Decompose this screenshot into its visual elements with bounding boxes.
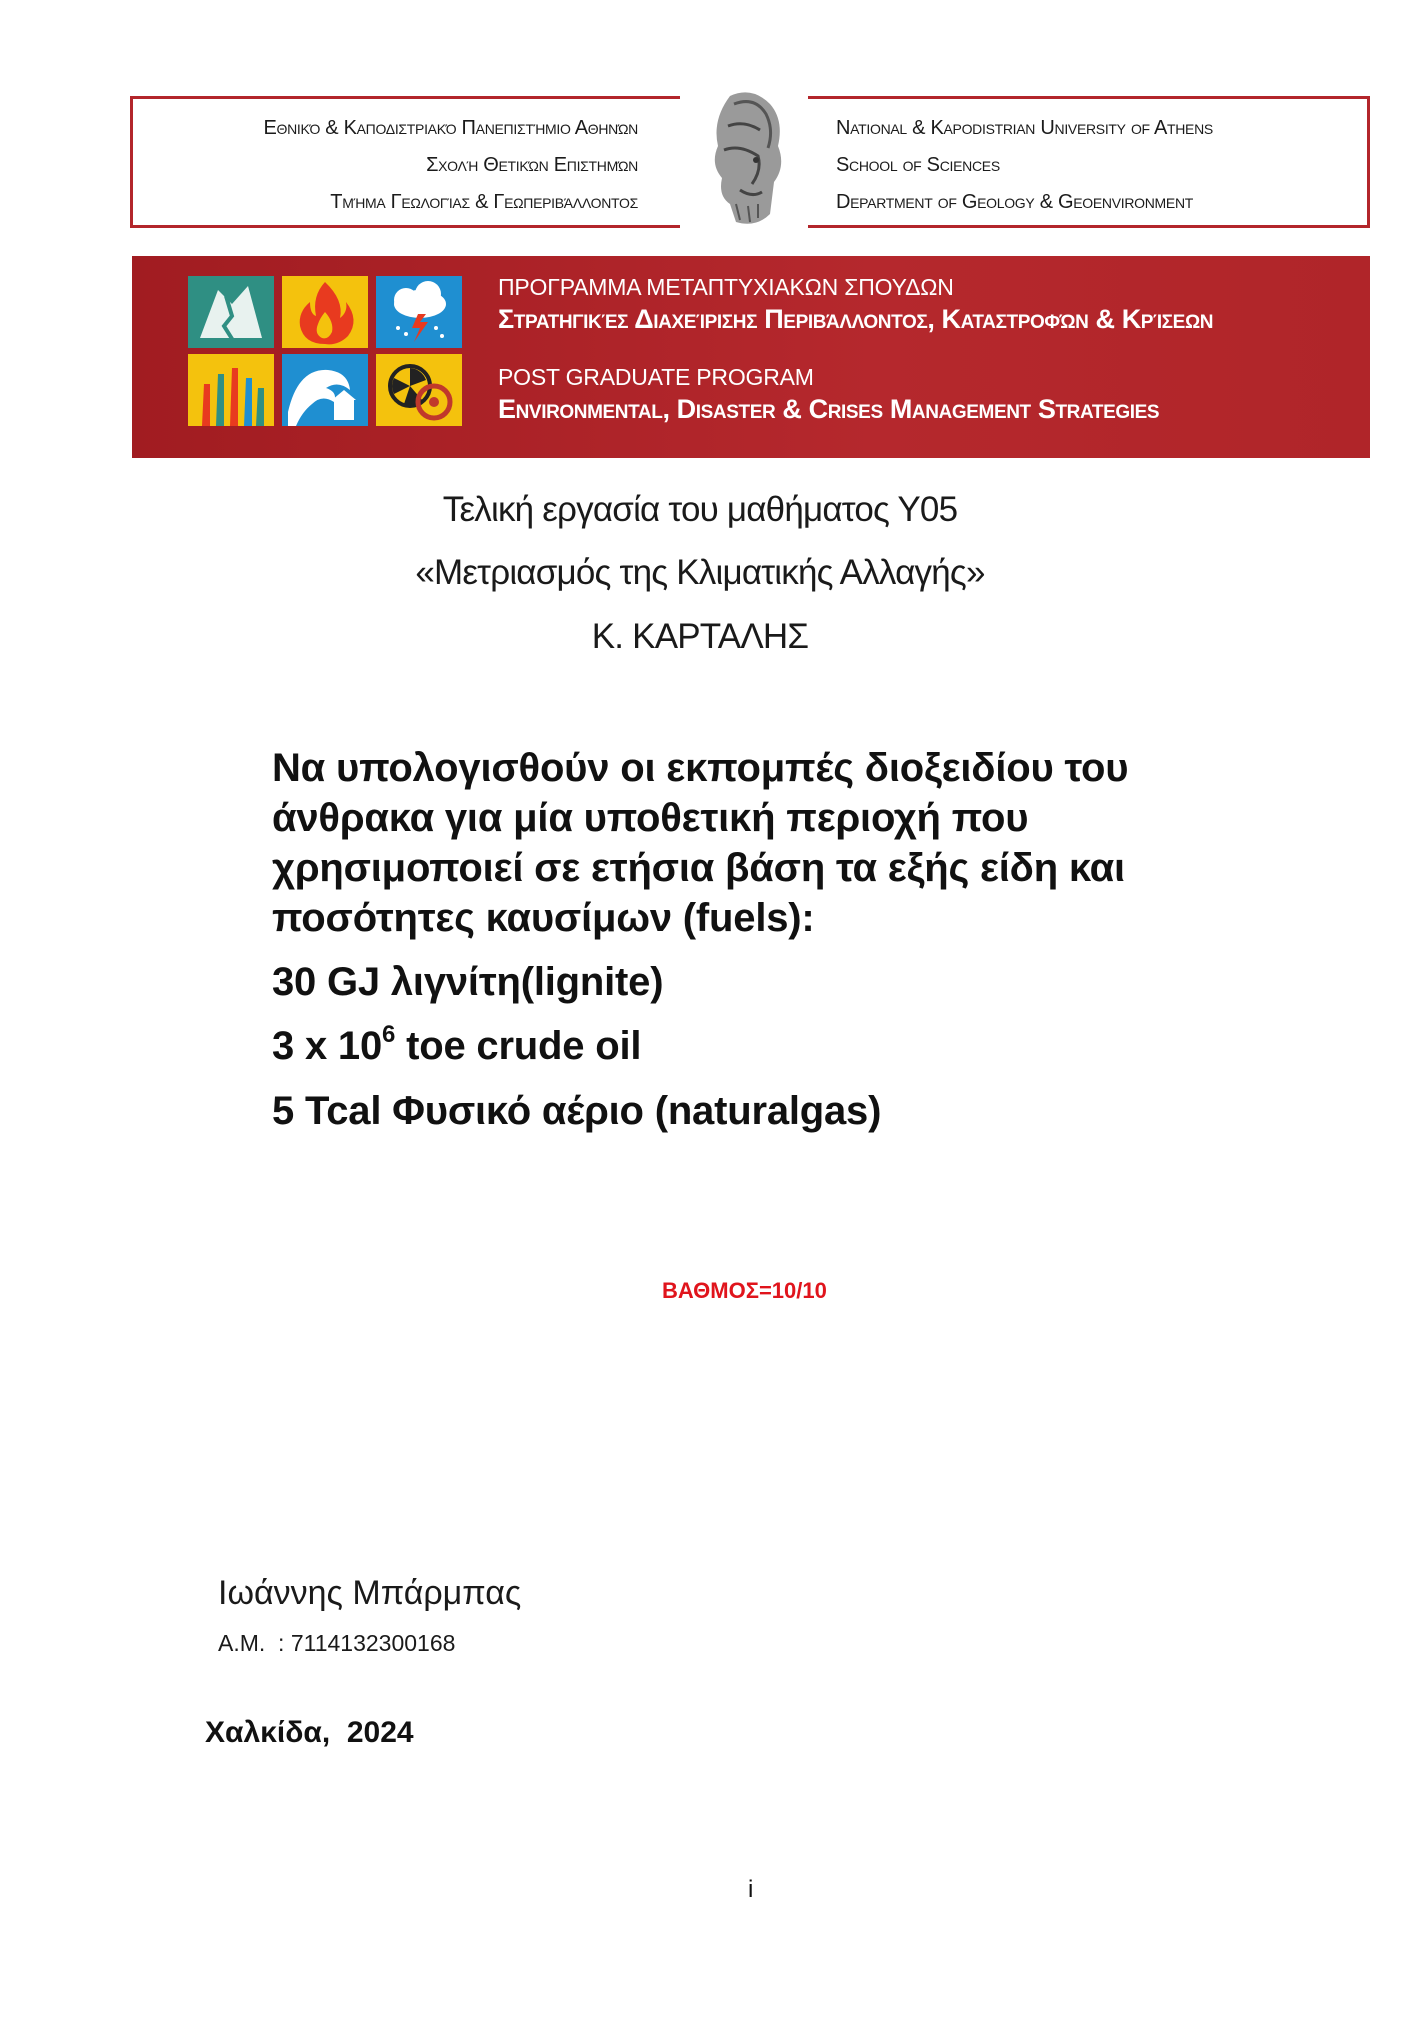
header-english-box	[808, 96, 1370, 228]
course-assignment-title: Τελική εργασία του μαθήματος Υ05	[442, 490, 958, 529]
university-name-greek: Εθνικό & Καποδιστριακό Πανεπιστήμιο Αθηνών	[263, 117, 638, 139]
fuel-lignite: 30 GJ λιγνίτη(lignite)	[272, 960, 664, 1004]
page-number: i	[748, 1876, 754, 1903]
task-line: ποσότητες καυσίμων (fuels):	[272, 896, 815, 940]
flood-icon	[282, 354, 368, 426]
fire-icon	[282, 276, 368, 348]
program-label-greek: ΠΡΟΓΡΑΜΜΑ ΜΕΤΑΠΤΥΧΙΑΚΩΝ ΣΠΟΥΔΩΝ	[498, 274, 954, 300]
program-banner	[132, 256, 1370, 458]
fuel-natural-gas: 5 Tcal Φυσικό αέριο (naturalgas)	[272, 1089, 882, 1133]
fuel-crude-oil-unit: toe crude oil	[395, 1024, 642, 1068]
fuel-crude-oil-base: 3 x 10	[272, 1024, 383, 1068]
school-name-english: School of Sciences	[836, 154, 1000, 176]
department-name-greek: Τμήμα Γεωλογίας & Γεωπεριβάλλοντος	[330, 191, 638, 213]
department-name-english: Department of Geology & Geoenvironment	[836, 191, 1194, 213]
hazard-icon	[376, 354, 462, 426]
place-year: Χαλκίδα, 2024	[205, 1716, 414, 1749]
fuel-crude-oil-exponent: 6	[382, 1021, 396, 1048]
program-title-english: Environmental, Disaster & Crises Management Strategies	[498, 394, 1160, 424]
task-line: άνθρακα για μία υποθετική περιοχή που	[272, 796, 1029, 840]
author-name: Ιωάννης Μπάρμπας	[218, 1574, 522, 1612]
program-label-english: POST GRADUATE PROGRAM	[498, 364, 814, 390]
grade-label: ΒΑΘΜΟΣ=10/10	[662, 1278, 827, 1303]
course-name: «Μετριασμός της Κλιματικής Αλλαγής»	[415, 553, 985, 592]
task-line: χρησιμοποιεί σε ετήσια βάση τα εξής είδη και	[272, 846, 1125, 890]
header-greek-box	[130, 96, 680, 228]
professor-name: Κ. ΚΑΡΤΑΛΗΣ	[591, 617, 809, 656]
school-name-greek: Σχολή Θετικών Επιστημών	[426, 154, 638, 176]
storm-icon	[376, 276, 462, 348]
university-name-english: National & Kapodistrian University of Athens	[836, 117, 1213, 139]
student-id: Α.Μ. : 7114132300168	[218, 1630, 456, 1656]
earthquake-icon	[188, 276, 274, 348]
athena-logo	[700, 86, 790, 234]
program-title-greek: Στρατηγικές Διαχείρισης Περιβάλλοντος, Καταστροφών & Κρίσεων	[498, 304, 1214, 334]
task-line: Να υπολογισθούν οι εκπομπές διοξειδίου του	[272, 746, 1129, 790]
fuel-crude-oil	[272, 1021, 642, 1069]
hands-icon	[188, 354, 274, 426]
